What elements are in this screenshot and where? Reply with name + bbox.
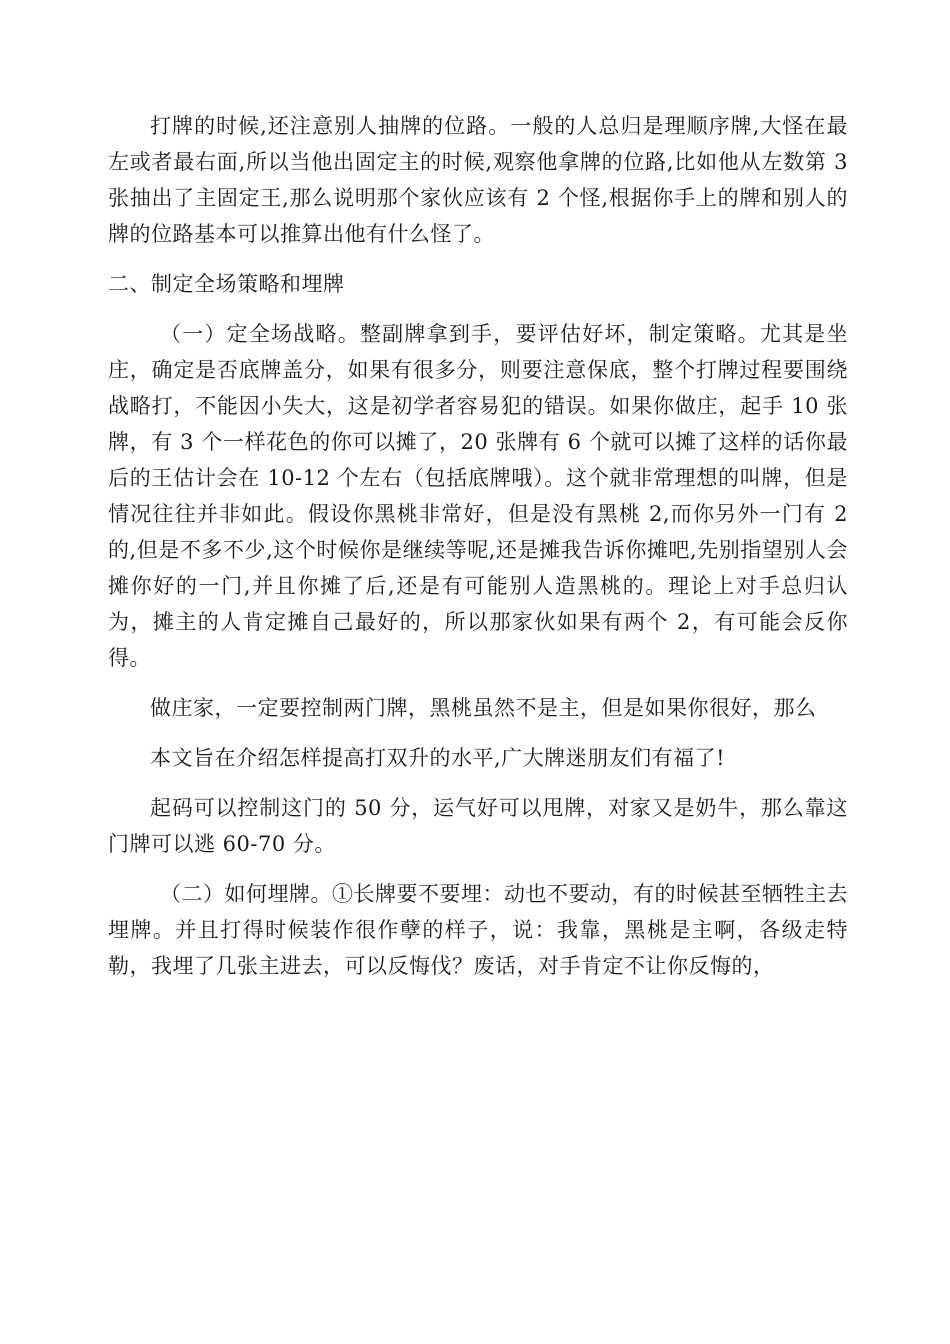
paragraph-intro: 本文旨在介绍怎样提高打双升的水平,广大牌迷朋友们有福了! <box>150 746 726 770</box>
paragraph-card-position: 打牌的时候,还注意别人抽牌的位路。一般的人总归是理顺序牌,大怪在最左或者最右面,所以当他出固定主的时候,观察他拿牌的位路,比如他从左数第 3 张抽出了主固定王,那么说明那个家伙应该有 2 个怪,根据你手上的牌和别人的牌的位路基本可以推算出他有什么怪了。 <box>108 114 848 246</box>
paragraph-banker-control: 做庄家，一定要控制两门牌，黑桃虽然不是主，但是如果你很好，那么 <box>150 696 817 720</box>
paragraph-bury-cards: （二）如何埋牌。①长牌要不要埋：动也不要动，有的时候甚至牺牲主去埋牌。并且打得时候装作很作孽的样子，说：我靠，黑桃是主啊，各级走特勒，我埋了几张主进去，可以反悔伐？废话，对手肯定不让你反悔的， <box>108 882 848 978</box>
paragraph-points: 起码可以控制这门的 50 分，运气好可以甩牌，对家又是奶牛，那么靠这门牌可以逃 60-70 分。 <box>108 796 848 856</box>
section-heading: 二、制定全场策略和埋牌 <box>108 272 345 296</box>
paragraph-strategy: （一）定全场战略。整副牌拿到手，要评估好坏，制定策略。尤其是坐庄，确定是否底牌盖分，如果有很多分，则要注意保底，整个打牌过程要围绕战略打，不能因小失大，这是初学者容易犯的错误。如果你做庄，起手 10 张牌，有 3 个一样花色的你可以摊了，20 张牌有 6 个就可以摊了这样的话你最后的王估计会在 10-12 个左右（包括底牌哦）。这个就非常理想的叫牌，但是情况往往并非如此。假设你黑桃非常好，但是没有黑桃 2,而你另外一门有 2 的,但是不多不少,这个时候你是继续等呢,还是摊我告诉你摊吧,先别指望别人会摊你好的一门,并且你摊了后,还是有可能别人造黑桃的。理论上对手总归认为，摊主的人肯定摊自己最好的，所以那家伙如果有两个 2，有可能会反你得。 <box>108 322 848 670</box>
document-page <box>108 108 848 984</box>
